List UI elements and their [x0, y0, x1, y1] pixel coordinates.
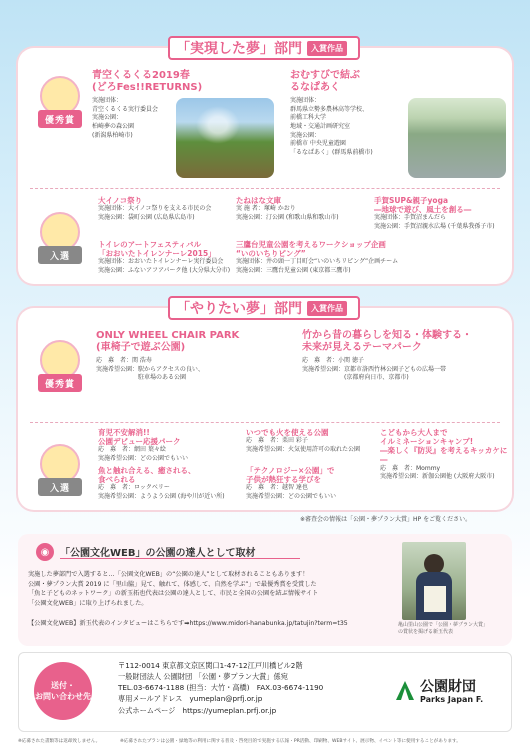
realized-section-title [168, 36, 360, 60]
logo-text-en: Parks Japan F. [420, 695, 484, 704]
realized-badge: 入賞作品 [307, 41, 347, 56]
r-w1-photo [176, 98, 274, 178]
leaf-logo-icon [394, 680, 416, 702]
r-p3: トイレのアートフェスティバル 「おおいたトイレンナーレ2015」 実施団体：おおいたトイレンナーレ実行委員会 実施公園：ふないアフアパーク他 (大分県大分市) [98, 240, 231, 274]
web-photo [402, 542, 466, 620]
review-note: ※審査会の情報は「公園・夢プラン大賞」HP をご覧ください。 [300, 516, 472, 523]
w-p4: 「テクノロジー×公園」で 子供が熱狂する学びを 応 募 者：越智 達也 実施希望公園：どの公園でもいい [246, 466, 337, 500]
w-p2: こどもから大人まで イルミネーションキャンプ! ―楽しく『防災』を考えるキッカケに― 応 募 者：Mommy 実施希望公園：新伽公園他 (大阪府大阪市) [380, 428, 508, 481]
logo-text: 公園財団 [420, 679, 476, 695]
r-p0: 大イノコ祭り 実施団体：大イノコ祭りを支える市民の会 実施公園：袋町公園 (広島県広島市) [98, 196, 212, 221]
contact-lines [118, 660, 323, 716]
w-w2-title: 竹から昔の暮らしを知る・体験する・ 未来が見えるテーマパーク [302, 330, 472, 354]
w-w2-info: 応 募 者：小関 徳子 実施希望公園：京都市洛西竹林公園子どもの広場一帯 (京都府向日市、京都市) [302, 357, 447, 382]
r-p4: 三鷹台児童公園を考えるワークショップ企画 “いのいちりピング” 実施団体：井の頭一丁目町会“いのいちリピング”企画チーム 実施公園：三鷹台児童公園 (東京都三鷹市) [236, 240, 399, 274]
w-p1: いつでも火を使える公園 応 募 者：栗田 彩子 実施希望公園：火気使用許可の取れた公園 [246, 428, 361, 453]
web-body: 実施した夢部門で入選すると…「公園文化WEB」の“公園の達人”として取材されることもあります！ 公園・夢プラン大賞 2019 に「里山脇」見て、触れて、体感して、自然を学ぶ”」で最優秀賞を受賞した 「魚と子どものネットワーク」の新玉拓也代表は公園の達人として、市民と全国の公園を結ぶ情報サイト 「公園文化WEB」に取り上げられました。 [28, 571, 319, 607]
w-w1-title: ONLY WHEEL CHAIR PARK (車椅子で遊ぶ公園) [96, 330, 240, 354]
prize-tag-2: 入選 [38, 478, 82, 496]
web-title-underline [60, 558, 300, 559]
excellent-medal-2 [36, 340, 84, 398]
wanted-section-title [168, 296, 360, 320]
wanted-title: 「やりたい夢」部門 [176, 301, 302, 317]
wanted-badge: 入賞作品 [307, 301, 347, 316]
parks-logo [394, 676, 508, 712]
r-p2: 手賀SUP&親子yoga ―地球で遊び、風土を創る― 実施団体：手賀沼まんだら 実施公園：手賀沼親水広場 (千葉県我孫子市) [374, 196, 495, 230]
camera-icon: ◉ [36, 543, 54, 561]
r-w2-title: おむすびで結ぶ るなぱあく [290, 70, 360, 94]
prize-tag: 入選 [38, 246, 82, 264]
contact-phone: TEL.03-6674-1188 (担当：大竹・高橋) FAX.03-6674-1190 [118, 683, 324, 693]
r-w1-info: 実施団体： 青空くるくる実行委員会 実施公園： 柏崎夢の森公園 (新潟県柏崎市) [92, 97, 159, 139]
w-w1-info: 応 募 者：関 浩寿 実施希望公園：駅からアクセスの良い、 駐車場のある公園 [96, 357, 204, 382]
web-interview-link[interactable]: 【公園文化WEB】新玉代表のインタビューはこちらです➡https://www.midori-hanabunka.jp/tatujin?term=t35 [28, 620, 348, 627]
prize-medal [36, 212, 84, 270]
footer-note-1: ※応募された書類等は返却致しません。 [18, 739, 101, 744]
w-p3: 魚と触れ合える、癒される、 食べられる 応 募 者：ロックベリー 実施希望公園：ようよう公園 (海や川が近い所) [98, 466, 225, 500]
footer-note-2: ※応募されたプランは公園・緑地等の利用に関する普及・啓発目的で実施する広報・PR活動、印刷物、WEBサイト、展示物、イベント等に使用することがあります。 [120, 739, 461, 744]
excellent-medal [36, 76, 84, 134]
contact-address: 〒112-0014 東京都文京区関口1-47-12江戸川橋ビル2階 [118, 661, 303, 670]
contact-label: 送付・ お問い合わせ先 [34, 662, 92, 720]
wanted-divider [30, 422, 500, 423]
r-w2-photo [408, 98, 506, 178]
r-w1-title: 青空くるくる2019春 (どろFes!!RETURNS) [92, 70, 203, 94]
r-w2-info: 実施団体： 群馬県立勢多農林高等学校、 前橋工科大学 地域・交通計画研究室 実施公園： 前橋市 中央児童遊園 「るなぱあく」(群馬県前橋市) [290, 97, 373, 157]
realized-title: 「実現した夢」部門 [176, 41, 302, 57]
excellent-tag-2: 優秀賞 [38, 374, 82, 392]
contact-org: 一般財団法人 公園財団 「公園・夢プラン大賞」係宛 [118, 672, 288, 682]
w-p0: 育児不安解消!! 公園デビュー応援パーク 応 募 者：網田 葉々絵 実施希望公園：どの公園でもいい [98, 428, 189, 462]
contact-email[interactable]: 専用メールアドレス yumeplan@prfj.or.jp [118, 694, 263, 704]
realized-divider [30, 188, 500, 189]
prize-medal-2 [36, 444, 84, 502]
web-photo-caption: 亀山里山公園で「公園・夢プラン大賞」の賞状を掲げる新玉代表 [398, 622, 489, 635]
excellent-tag: 優秀賞 [38, 110, 82, 128]
web-title: 「公園文化WEB」の公園の達人として取材 [60, 548, 256, 559]
r-p1: たねはな文庫 実 施 者：塚崎 かおり 実施公園：汀公園 (和歌山県和歌山市) [236, 196, 339, 221]
contact-homepage[interactable]: 公式ホームページ https://yumeplan.prfj.or.jp [118, 705, 277, 715]
